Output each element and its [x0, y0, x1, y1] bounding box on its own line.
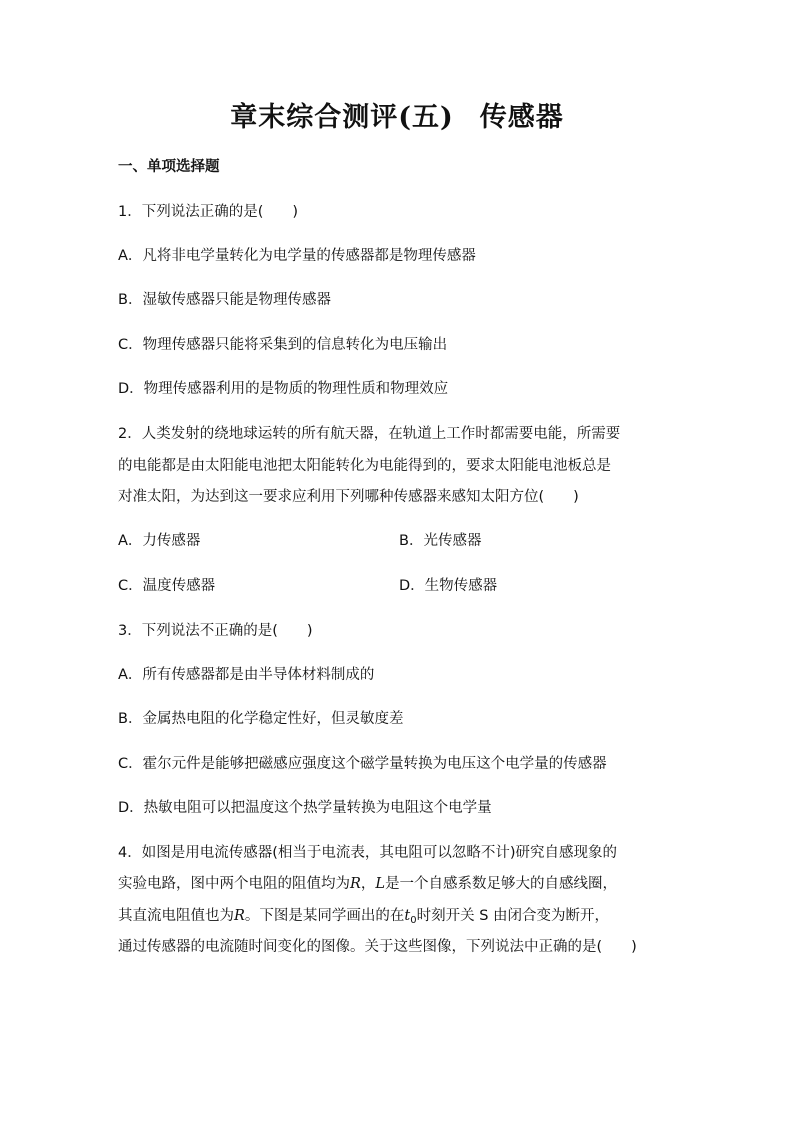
q2-stem-line-2: 的电能都是由太阳能电池把太阳能转化为电能得到的，要求太阳能电池板总是 [118, 458, 611, 474]
title-sub: 传感器 [479, 102, 564, 133]
title-main: 章末综合测评(五) [230, 102, 454, 133]
q4-stem-line-3 [118, 905, 609, 932]
q4-stem-line-2 [118, 873, 617, 895]
symbol-r-2: R [234, 908, 245, 924]
q3-option-b: B．金属热电阻的化学稳定性好，但灵敏度差 [118, 711, 404, 727]
q1-option-c: C．物理传感器只能将采集到的信息转化为电压输出 [118, 337, 448, 353]
symbol-r: R [350, 876, 361, 892]
page-title [0, 98, 794, 138]
q4-stem-line-4: 通过传感器的电流随时间变化的图像。关于这些图像，下列说法中正确的是( ) [118, 939, 637, 955]
symbol-t: t [404, 908, 411, 924]
q3-option-a: A．所有传感器都是由半导体材料制成的 [118, 667, 375, 683]
q4-line3-text-a: 其直流电阻值也为 [118, 908, 234, 924]
section-heading: 一、单项选择题 [118, 159, 220, 175]
q4-stem-line-1: 4．如图是用电流传感器(相当于电流表，其电阻可以忽略不计)研究自感现象的 [118, 845, 618, 861]
q4-line2-text-c: 是一个自感系数足够大的自感线圈， [385, 876, 618, 892]
symbol-l: L [375, 876, 386, 892]
q1-option-d: D．物理传感器利用的是物质的物理性质和物理效应 [118, 381, 449, 397]
q3-stem: 3．下列说法不正确的是( ) [118, 623, 313, 639]
q4-line3-text-c: 时刻开关 S 由闭合变为断开， [416, 908, 610, 924]
q2-option-a: A．力传感器 [118, 533, 201, 549]
q2-option-d: D．生物传感器 [399, 578, 498, 594]
q2-option-c: C．温度传感器 [118, 578, 216, 594]
q1-stem: 1．下列说法正确的是( ) [118, 204, 299, 220]
q4-line2-text-b: ， [360, 876, 376, 892]
q2-option-b: B．光传感器 [399, 533, 482, 549]
q2-stem-line-1: 2．人类发射的绕地球运转的所有航天器，在轨道上工作时都需要电能，所需要 [118, 426, 621, 442]
q4-line3-text-b: 。下图是某同学画出的在 [244, 908, 405, 924]
symbol-t-subscript: 0 [410, 915, 417, 926]
q3-option-c: C．霍尔元件是能够把磁感应强度这个磁学量转换为电压这个电学量的传感器 [118, 756, 607, 772]
q4-line2-text-a: 实验电路，图中两个电阻的阻值均为 [118, 876, 350, 892]
q1-option-b: B．湿敏传感器只能是物理传感器 [118, 292, 331, 308]
q2-stem-line-3: 对准太阳，为达到这一要求应利用下列哪种传感器来感知太阳方位( ) [118, 489, 579, 505]
q1-option-a: A．凡将非电学量转化为电学量的传感器都是物理传感器 [118, 248, 476, 264]
q3-option-d: D．热敏电阻可以把温度这个热学量转换为电阻这个电学量 [118, 800, 492, 816]
